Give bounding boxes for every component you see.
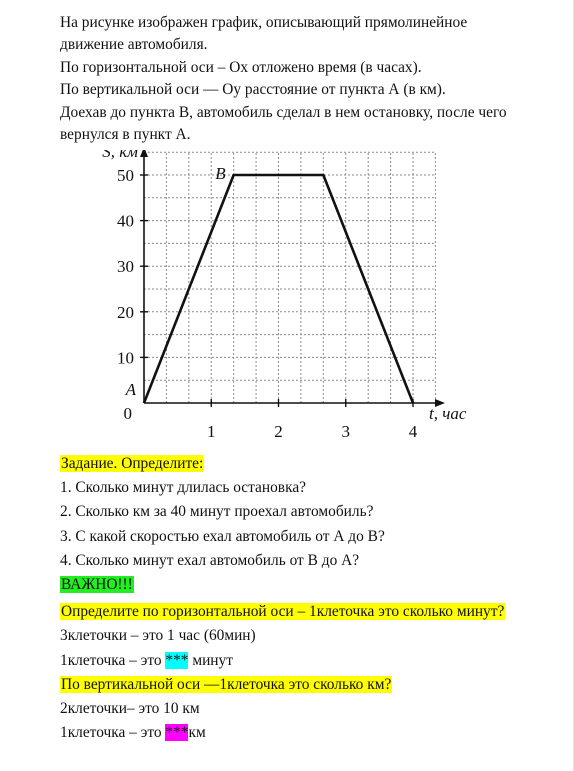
task-heading: Задание. Определите: — [61, 455, 204, 472]
intro-line: На рисунке изображен график, описывающий прямолинейное — [60, 14, 468, 31]
point-label: A — [125, 380, 136, 399]
important-label: ВАЖНО!!! — [61, 576, 133, 594]
answer-blank-km: *** — [165, 724, 189, 742]
x-tick-label: 1 — [207, 422, 216, 441]
horizontal-hint-line1: 3клеточки – это 1 час (60мин) — [60, 627, 256, 645]
intro-line: движение автомобиля. — [60, 36, 208, 54]
y-axis-label: S, км — [102, 150, 138, 161]
task-section — [60, 452, 570, 745]
intro-text — [60, 12, 568, 146]
intro-line: По вертикальной оси — Оу расстояние от пункта А (в км). — [60, 81, 446, 99]
question-2: 2. Сколько км за 40 минут проехал автомобиль? — [60, 503, 374, 521]
question-3: 3. С какой скоростью ехал автомобиль от А до В? — [60, 527, 385, 545]
origin-label: 0 — [123, 404, 132, 423]
question-1: 1. Сколько минут длилась остановка? — [60, 479, 306, 497]
distance-time-chart — [60, 150, 480, 450]
chart-svg — [60, 150, 480, 450]
y-tick-label: 10 — [117, 348, 134, 368]
intro-line: вернулся в пункт А. — [60, 126, 191, 144]
y-tick-label: 50 — [117, 166, 134, 185]
x-tick-label: 2 — [274, 422, 283, 441]
intro-line: Доехав до пункта В, автомобиль сделал в нем остановку, после чего — [60, 103, 507, 121]
x-axis-label: t, час — [429, 404, 467, 423]
question-4: 4. Сколько минут ехал автомобиль от В до А? — [60, 551, 360, 569]
y-tick-label: 20 — [117, 302, 134, 322]
horizontal-hint-line2 — [60, 649, 570, 673]
hint-text: 1клеточка – это — [60, 651, 166, 669]
y-axis-arrow — [140, 150, 148, 157]
vertical-hint-line1: 2клеточки– это 10 км — [60, 700, 200, 718]
x-tick-label: 4 — [408, 422, 418, 441]
x-tick-label: 3 — [341, 422, 350, 441]
vertical-hint-line2 — [60, 721, 570, 745]
hint-text: минут — [188, 651, 233, 669]
intro-line: По горизонтальной оси – Ох отложено время (в часах). — [60, 58, 422, 76]
vertical-hint-question: По вертикальной оси —1клеточка это сколько км? — [61, 675, 392, 693]
y-tick-label: 40 — [117, 211, 134, 231]
hint-text: 1клеточка – это — [60, 724, 166, 742]
y-tick-label: 30 — [117, 257, 134, 277]
hint-text: км — [188, 724, 206, 742]
point-label: B — [215, 164, 226, 183]
answer-blank-minutes: *** — [165, 651, 189, 669]
horizontal-hint-question: Определите по горизонтальной оси – 1клеточка это сколько минут? — [61, 603, 505, 621]
